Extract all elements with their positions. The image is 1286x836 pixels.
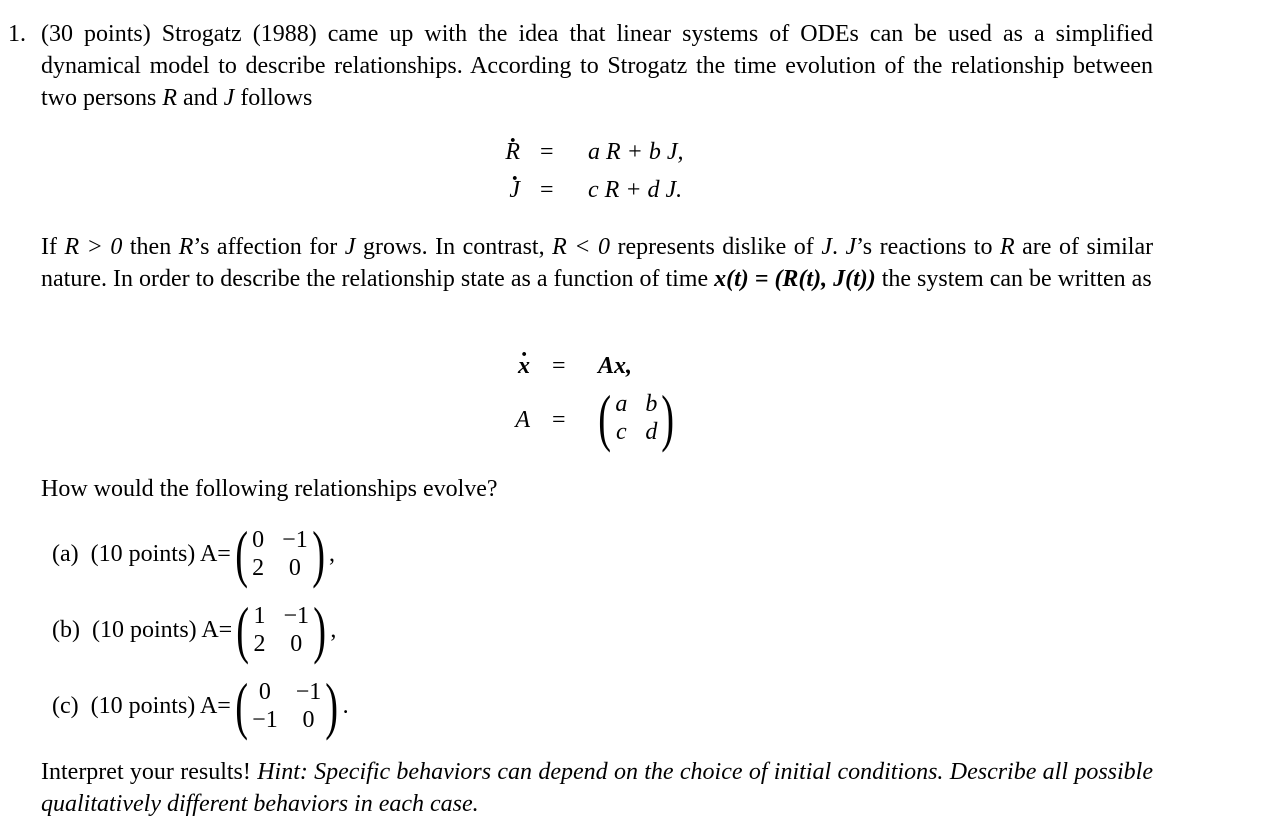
part-a-m12: −1	[282, 527, 308, 553]
part-b-points: (10 points) A=	[91, 617, 233, 643]
p2-text-b: then	[129, 234, 172, 260]
part-a-m11: 0	[252, 527, 265, 553]
eq1-lhs: · R	[505, 139, 520, 165]
part-a-points: (10 points) A=	[90, 541, 231, 567]
var-r: R	[162, 85, 177, 111]
sys-equals1: =	[552, 353, 566, 379]
part-c-end: .	[342, 693, 349, 719]
p2-text-e: represents dislike of	[617, 234, 814, 260]
general-matrix: ( a b c d )	[598, 382, 675, 453]
matrix-b: b	[645, 391, 658, 417]
part-b-m11: 1	[253, 603, 266, 629]
hint-text: Hint: Specific behaviors can depend on the choice of initial conditions. Describe all possible qualitatively different behaviors in each case.	[41, 759, 1153, 817]
sys-rhs1: Ax,	[598, 353, 633, 379]
p2-text-g: are of similar nature. In order to describe the relationship state as a function of time	[41, 234, 1154, 292]
part-a-label: (a)	[52, 541, 79, 567]
part-b-m21: 2	[253, 631, 266, 657]
question-text: How would the following relationships evolve?	[41, 476, 498, 502]
part-c-label: (c)	[52, 693, 79, 719]
eq1-equals: =	[540, 139, 554, 165]
word-follows: follows	[240, 85, 313, 111]
part-a-matrix	[252, 527, 308, 581]
second-paragraph: If R > 0 then R’s affection for J grows. In contrast, R < 0 represents dislike of J. J’s reactions to R are of similar nature. In order to describe the relationship state as a function of time x(t) = (R(t), J(t)) the system can be written as	[41, 234, 1154, 292]
p2-text-c: ’s affection for	[193, 234, 338, 260]
p2-var-r: R	[178, 234, 194, 260]
p2-var-j2: J	[821, 234, 832, 260]
interpret-text: Interpret your results!	[41, 759, 251, 785]
part-c-m22: 0	[302, 707, 315, 733]
part-c-m12: −1	[295, 679, 322, 705]
intro-paragraph	[41, 18, 1153, 114]
matrix-c: c	[615, 419, 627, 445]
sys-equals2: =	[552, 407, 566, 433]
ode-system	[480, 136, 740, 212]
part-b-end: ,	[330, 617, 337, 643]
p2-var-j3: J	[845, 234, 857, 260]
p2-text-d: grows. In contrast,	[362, 234, 545, 260]
part-c: (c) (10 points) A= ( 0 −1 −1 0 ) .	[52, 670, 349, 741]
part-a: (a) (10 points) A= ( 0 −1 2 0 ) ,	[52, 518, 336, 589]
p2-cond2: R < 0	[552, 234, 610, 260]
word-and: and	[183, 85, 218, 111]
p2-var-j: J	[344, 234, 356, 260]
eq2-lhs: · J	[509, 177, 520, 203]
part-a-m22: 0	[288, 555, 301, 581]
intro-text: (30 points) Strogatz (1988) came up with the idea that linear systems of ODEs can be used as a simplified dynamical model to describe relationships. According to Strogatz the time evolution of the relationship between two persons	[41, 21, 1153, 111]
part-c-m21: −1	[252, 707, 278, 733]
eq2-rhs: c R + d J.	[588, 177, 683, 203]
p2-text-h: the system can be written as	[881, 266, 1152, 292]
p2-text-f: ’s reactions to	[856, 234, 993, 260]
part-b-m12: −1	[283, 603, 310, 629]
p2-text-a: If	[41, 234, 57, 260]
matrix-a: a	[615, 391, 628, 417]
part-c-matrix	[252, 679, 321, 733]
part-c-m11: 0	[258, 679, 271, 705]
interpret-paragraph	[41, 756, 1153, 820]
part-b-m22: 0	[290, 631, 303, 657]
part-a-m21: 2	[252, 555, 265, 581]
eq1-rhs: a R + b J,	[588, 139, 684, 165]
part-c-points: (10 points) A=	[90, 693, 231, 719]
part-a-end: ,	[329, 541, 336, 567]
p2-state: x(t) = (R(t), J(t))	[714, 266, 876, 292]
matrix-system	[490, 350, 710, 460]
part-b-matrix	[254, 603, 310, 657]
eq2-equals: =	[540, 177, 554, 203]
var-j: J	[223, 85, 235, 111]
p2-var-r2: R	[999, 234, 1015, 260]
problem-number: 1.	[8, 21, 26, 47]
sys-lhs1: · x	[518, 353, 530, 379]
part-b: (b) (10 points) A= ( 1 −1 2 0 ) ,	[52, 594, 337, 665]
matrix-d: d	[645, 419, 658, 445]
sys-lhs2: A	[515, 407, 530, 433]
p2-cond1: R > 0	[64, 234, 123, 260]
part-b-label: (b)	[52, 617, 80, 643]
